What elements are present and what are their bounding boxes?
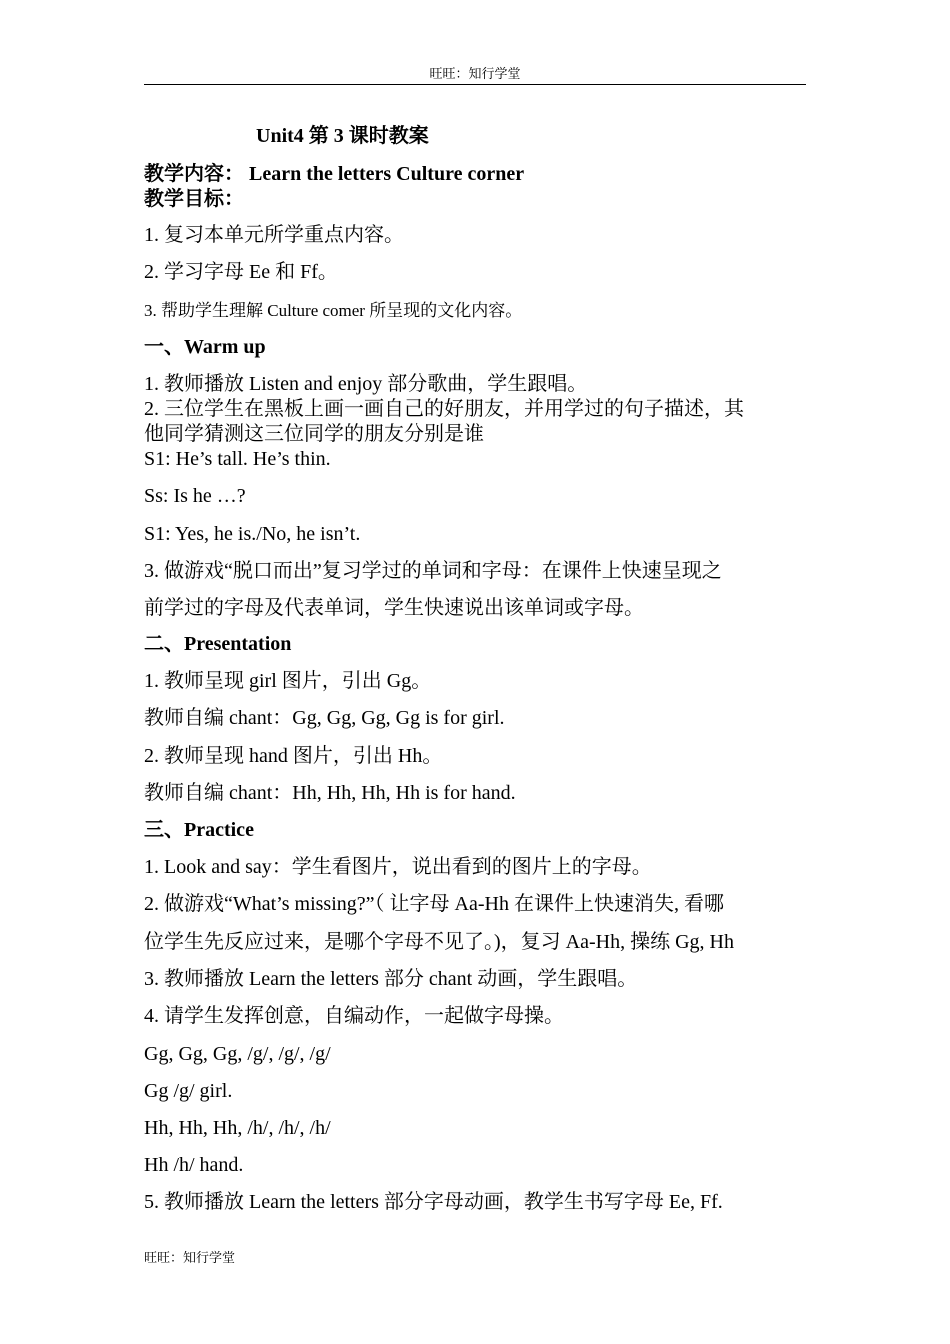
dialogue-line: S1: He’s tall. He’s thin. [144,448,331,470]
chant-line: Gg /g/ girl. [144,1080,233,1102]
presentation-line: 2. 教师呈现 hand 图片，引出 Hh。 [144,745,443,767]
objectives-label: 教学目标： [144,188,244,210]
dialogue-line: S1: Yes, he is./No, he isn’t. [144,523,361,545]
objective-item: 2. 学习字母 Ee 和 Ff。 [144,261,338,283]
warmup-line: 1. 教师播放 Listen and enjoy 部分歌曲，学生跟唱。 [144,373,588,395]
section-heading-warmup: 一、Warm up [144,336,266,358]
practice-line: 4. 请学生发挥创意，自编动作，一起做字母操。 [144,1005,564,1027]
objective-item: 1. 复习本单元所学重点内容。 [144,224,404,246]
chant-line: Gg, Gg, Gg, /g/, /g/, /g/ [144,1043,331,1065]
warmup-line: 前学过的字母及代表单词，学生快速说出该单词或字母。 [144,597,644,619]
dialogue-line: Ss: Is he …? [144,485,246,507]
warmup-line: 他同学猜测这三位同学的朋友分别是谁 [144,423,484,445]
warmup-line: 2. 三位学生在黑板上画一画自己的好朋友，并用学过的句子描述，其 [144,398,744,420]
page-header: 旺旺：知行学堂 [429,66,521,81]
warmup-line: 3. 做游戏“脱口而出”复习学过的单词和字母：在课件上快速呈现之 [144,560,722,582]
practice-line: 3. 教师播放 Learn the letters 部分 chant 动画，学生跟唱。 [144,968,638,990]
presentation-line: 教师自编 chant：Gg, Gg, Gg, Gg is for girl. [144,707,505,729]
page-footer: 旺旺：知行学堂 [144,1250,236,1265]
presentation-line: 1. 教师呈现 girl 图片，引出 Gg。 [144,670,432,692]
teaching-content-line [144,162,524,186]
presentation-line: 教师自编 chant：Hh, Hh, Hh, Hh is for hand. [144,782,516,804]
section-heading-practice: 三、Practice [144,819,254,841]
practice-line: 1. Look and say：学生看图片，说出看到的图片上的字母。 [144,856,652,878]
objective-item: 3. 帮助学生理解 Culture comer 所呈现的文化内容。 [144,301,523,320]
teaching-content-label: 教学内容： [144,163,244,185]
header-rule [144,84,806,85]
practice-line: 5. 教师播放 Learn the letters 部分字母动画，教学生书写字母 Ee, Ff. [144,1191,723,1213]
chant-line: Hh, Hh, Hh, /h/, /h/, /h/ [144,1117,331,1139]
page-title: Unit4 第 3 课时教案 [256,125,429,147]
practice-line: 位学生先反应过来，是哪个字母不见了。)，复习 Aa-Hh, 操练 Gg, Hh [144,931,734,953]
teaching-content-value: Learn the letters Culture corner [249,163,525,185]
section-heading-presentation: 二、Presentation [144,633,292,655]
chant-line: Hh /h/ hand. [144,1154,244,1176]
practice-line: 2. 做游戏“What’s missing?”（ 让字母 Aa-Hh 在课件上快速消失, 看哪 [144,893,724,915]
